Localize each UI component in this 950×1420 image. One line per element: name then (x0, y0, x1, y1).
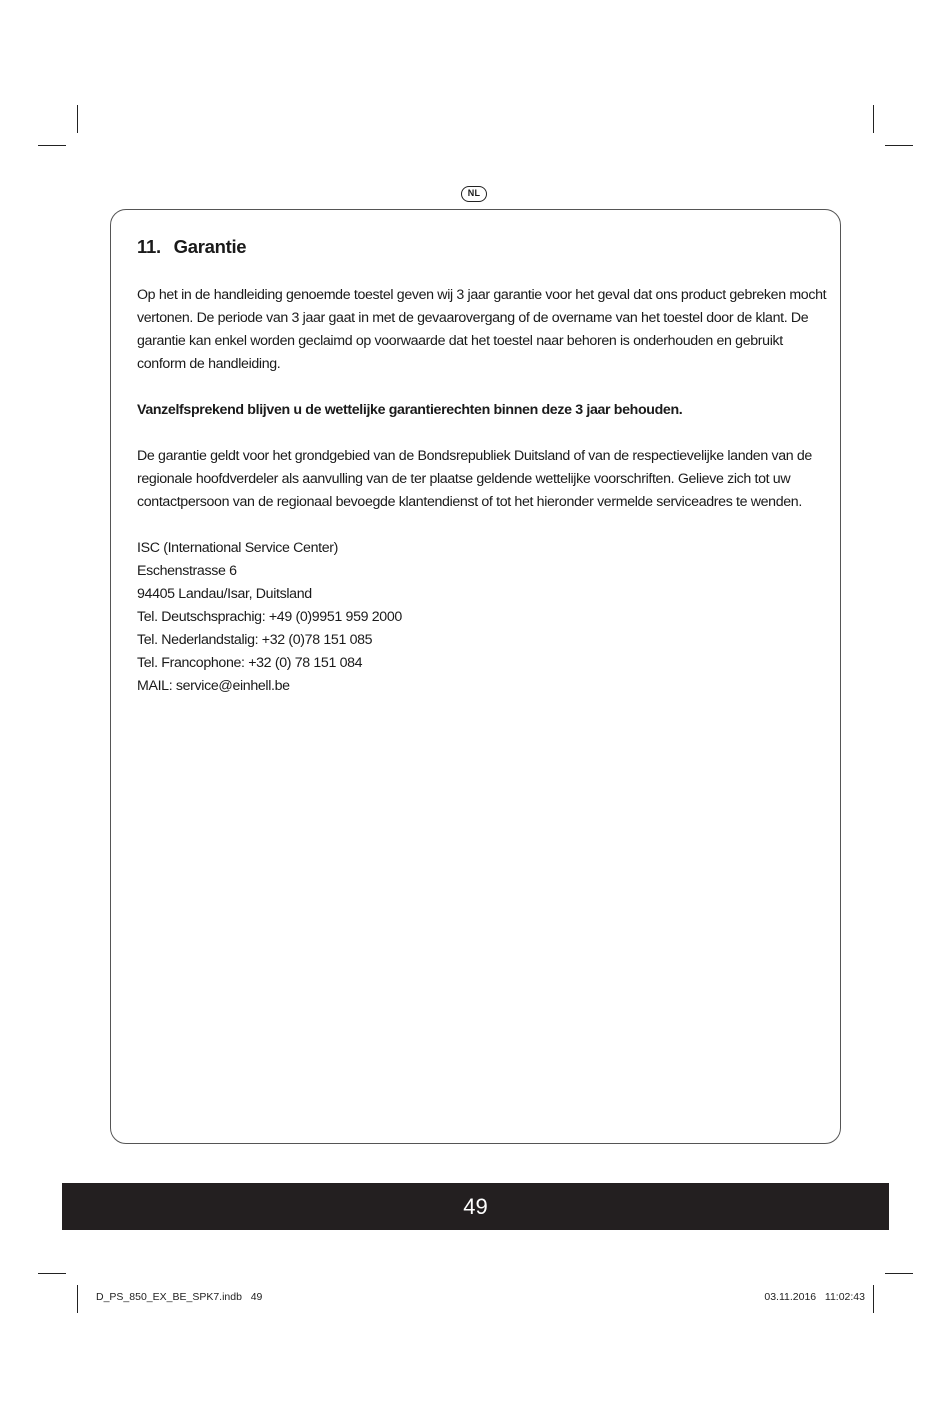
address-phone-fr: Tel. Francophone: +32 (0) 78 151 084 (137, 655, 363, 671)
address-company: ISC (International Service Center) (137, 540, 339, 556)
address-street: Eschenstrasse 6 (137, 563, 237, 579)
section-number: 11. (137, 236, 161, 257)
address-phone-de: Tel. Deutschsprachig: +49 (0)9951 959 2000 (137, 609, 402, 625)
crop-mark-top-left-horizontal (38, 145, 66, 146)
crop-mark-bottom-left-horizontal (38, 1273, 66, 1274)
document-body (137, 236, 827, 698)
page-number-bar (62, 1183, 889, 1230)
section-title: Garantie (173, 236, 247, 257)
language-badge: NL (461, 186, 487, 202)
address-phone-nl: Tel. Nederlandstalig: +32 (0)78 151 085 (137, 632, 373, 648)
crop-mark-bottom-right-vertical (873, 1285, 874, 1313)
crop-mark-bottom-left-vertical (77, 1285, 78, 1313)
crop-mark-top-left-vertical (77, 105, 78, 133)
crop-mark-top-right-horizontal (885, 145, 913, 146)
territory-paragraph: De garantie geldt voor het grondgebied van de Bondsrepubliek Duitsland of van de respectievelijke landen van de regionale hoofdverdeler als aanvulling van de ter plaatse geldende wettelijke voorschriften. Gelieve zich tot uw contactpersoon van de regionaal bevoegde klantendienst of tot het hieronder vermelde serviceadres te wenden. (137, 448, 812, 510)
crop-mark-bottom-right-horizontal (885, 1273, 913, 1274)
statutory-rights-paragraph: Vanzelfsprekend blijven u de wettelijke garantierechten binnen deze 3 jaar behouden. (137, 402, 683, 418)
page-number: 49 (463, 1194, 488, 1219)
section-heading (137, 236, 827, 258)
crop-mark-top-right-vertical (873, 105, 874, 133)
slug-file-info: D_PS_850_EX_BE_SPK7.indb 49 (96, 1291, 263, 1303)
address-email: MAIL: service@einhell.be (137, 678, 290, 694)
slug-timestamp: 03.11.2016 11:02:43 (764, 1291, 865, 1303)
warranty-paragraph: Op het in de handleiding genoemde toestel geven wij 3 jaar garantie voor het geval dat ons product gebreken mocht vertonen. De periode van 3 jaar gaat in met de gevaarovergang of de overname van het toestel door de klant. De garantie kan enkel worden geclaimd op voorwaarde dat het toestel naar behoren is onderhouden en gebruikt conform de handleiding. (137, 287, 827, 372)
service-address (137, 537, 827, 698)
address-city: 94405 Landau/Isar, Duitsland (137, 586, 312, 602)
